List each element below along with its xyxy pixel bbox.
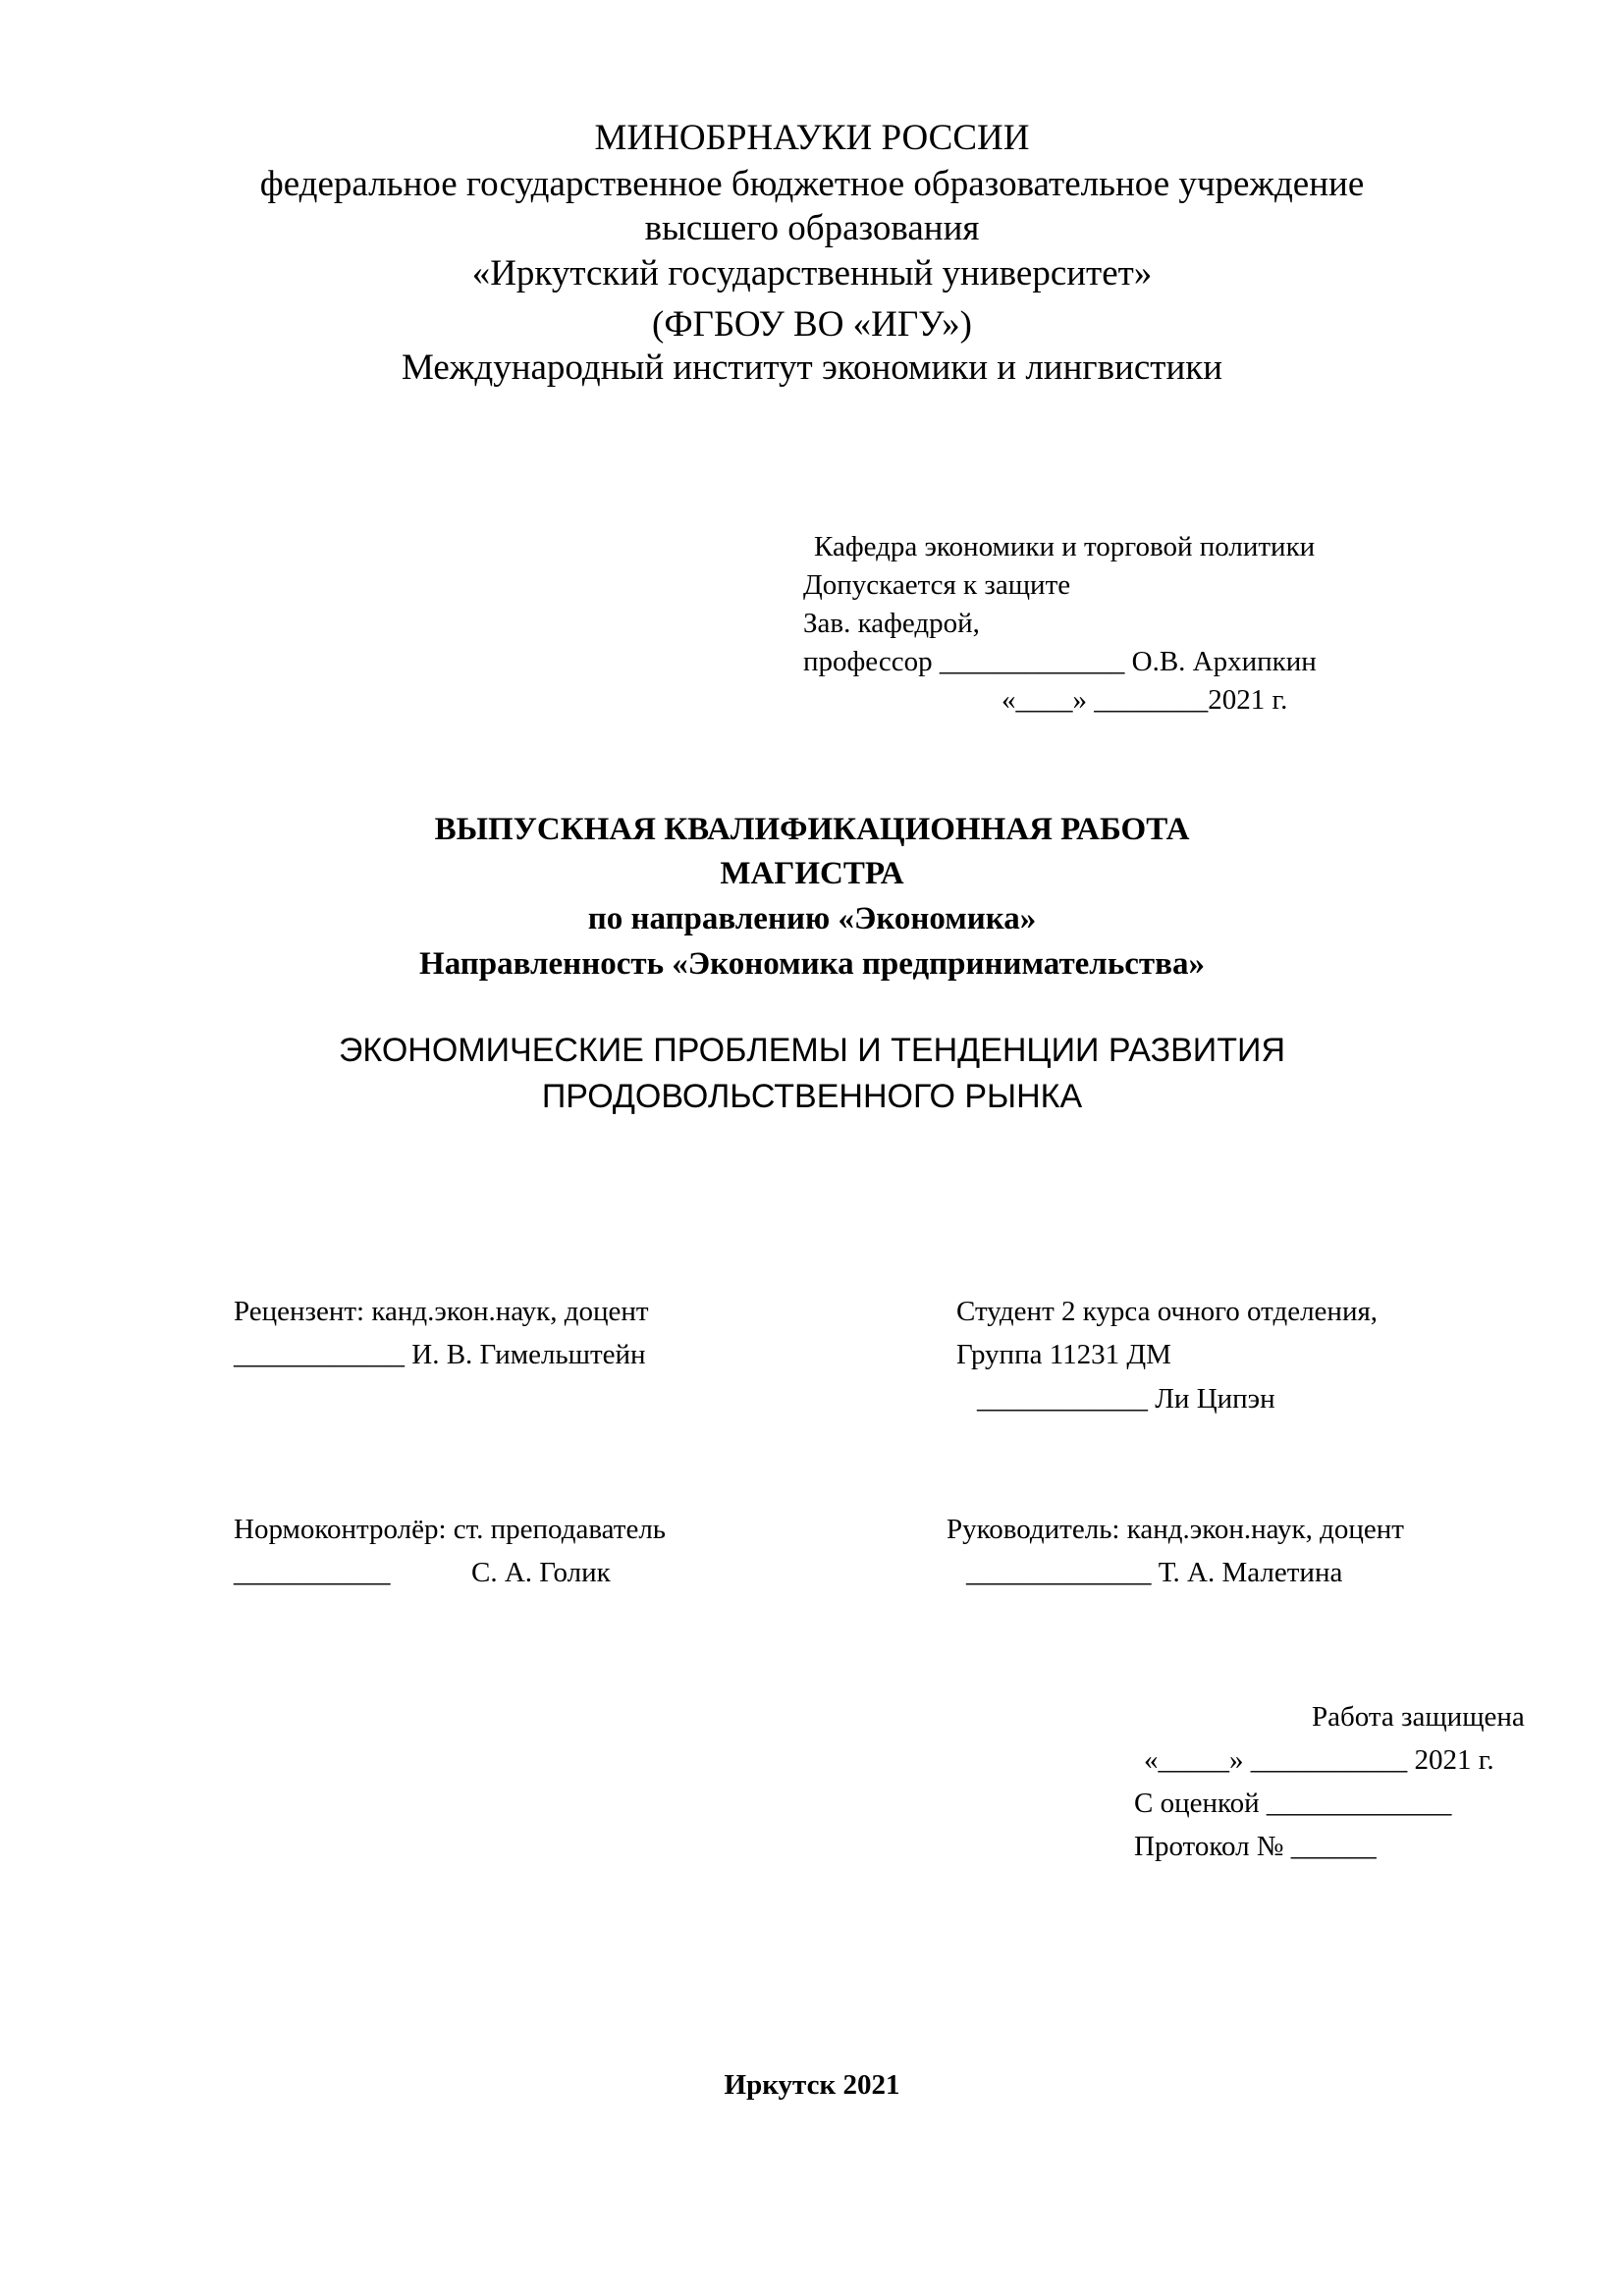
thesis-topic-line1: ЭКОНОМИЧЕСКИЕ ПРОБЛЕМЫ И ТЕНДЕНЦИИ РАЗВИТИЯ <box>338 1032 1286 1069</box>
thesis-type-line1: ВЫПУСКНАЯ КВАЛИФИКАЦИОННАЯ РАБОТА <box>434 812 1190 847</box>
admitted-line: Допускается к защите <box>803 569 1071 601</box>
university-abbr-line: (ФГБОУ ВО «ИГУ») <box>652 304 972 345</box>
student-group: Группа 11231 ДМ <box>956 1339 1171 1370</box>
reviewer-role: Рецензент: канд.экон.наук, доцент <box>234 1296 649 1327</box>
norm-controller-name: С. А. Голик <box>471 1557 611 1588</box>
head-signature-line: профессор _____________ О.В. Архипкин <box>803 646 1317 677</box>
thesis-topic-line2: ПРОДОВОЛЬСТВЕННОГО РЫНКА <box>541 1078 1083 1115</box>
ministry-line: МИНОБРНАУКИ РОССИИ <box>594 118 1030 158</box>
institute-line: Международный институт экономики и лингвистики <box>401 347 1223 388</box>
defense-date-line: «_____» ___________ 2021 г. <box>1144 1744 1494 1776</box>
thesis-type-line2: МАГИСТРА <box>720 856 904 891</box>
defense-grade-line: С оценкой _____________ <box>1134 1788 1452 1819</box>
defense-status: Работа защищена <box>1312 1701 1525 1733</box>
thesis-profile-line: Направленность «Экономика предпринимательства» <box>419 946 1205 982</box>
university-name-line: «Иркутский государственный университет» <box>471 253 1153 294</box>
supervisor-signature: _____________ Т. А. Малетина <box>966 1557 1343 1588</box>
defense-protocol-line: Протокол № ______ <box>1134 1831 1377 1862</box>
education-level-line: высшего образования <box>644 208 980 248</box>
norm-controller-role: Нормоконтролёр: ст. преподаватель <box>234 1514 667 1545</box>
student-signature: ____________ Ли Ципэн <box>977 1383 1275 1415</box>
approval-date-line: «____» ________2021 г. <box>1001 684 1288 716</box>
head-title-line: Зав. кафедрой, <box>803 608 980 639</box>
thesis-direction-line: по направлению «Экономика» <box>587 901 1037 936</box>
institution-type-line: федеральное государственное бюджетное образовательное учреждение <box>259 164 1365 204</box>
norm-controller-signature-blank: ___________ <box>234 1557 391 1588</box>
reviewer-signature: ____________ И. В. Гимельштейн <box>234 1339 646 1370</box>
city-year: Иркутск 2021 <box>724 2069 900 2101</box>
department-line: Кафедра экономики и торговой политики <box>814 531 1316 562</box>
student-role: Студент 2 курса очного отделения, <box>956 1296 1379 1327</box>
supervisor-role: Руководитель: канд.экон.наук, доцент <box>947 1514 1404 1545</box>
